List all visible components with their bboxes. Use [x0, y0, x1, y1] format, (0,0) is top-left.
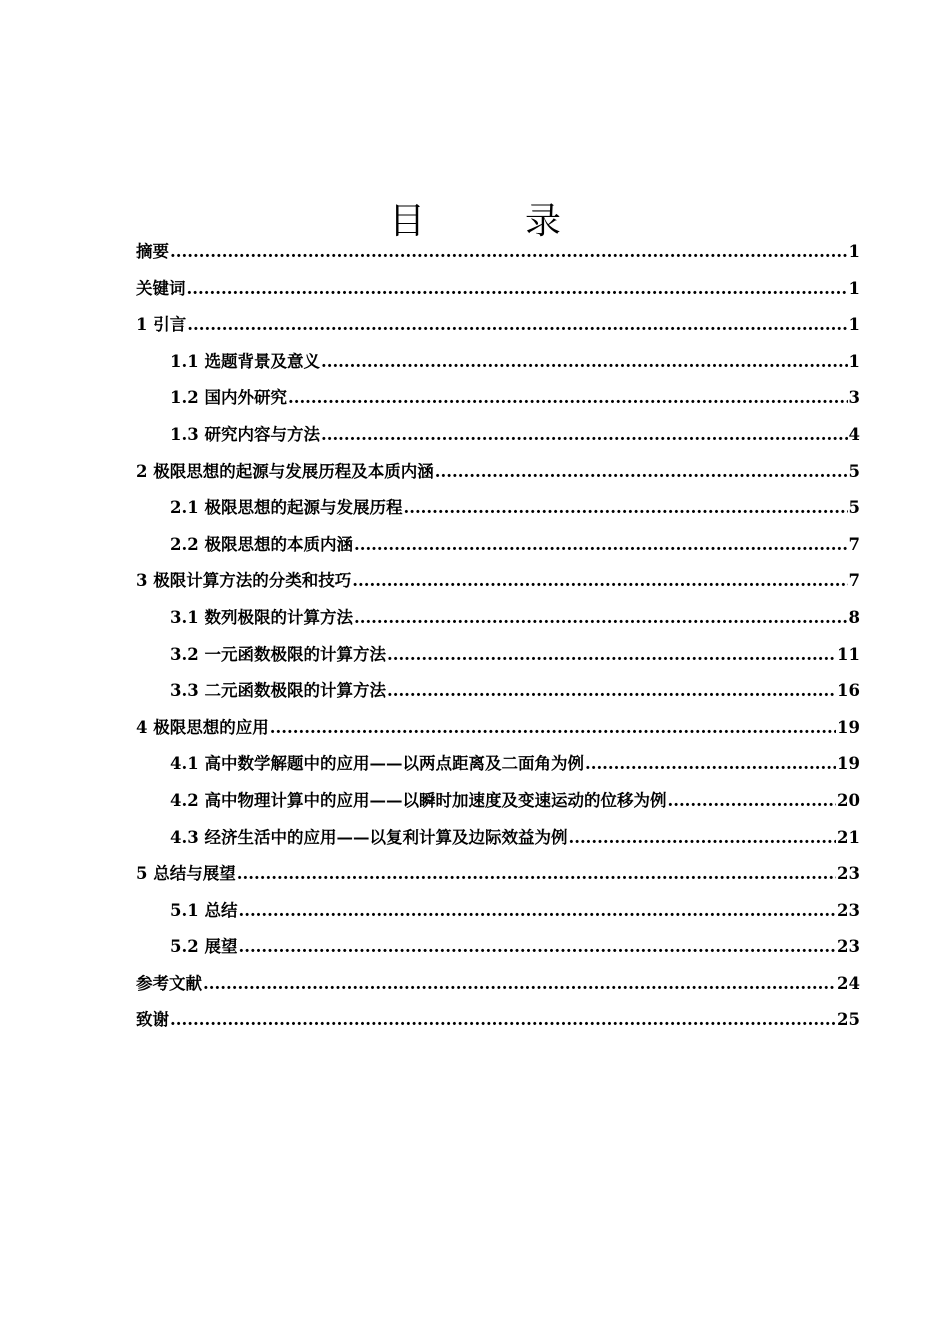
toc-leader-dots [354, 527, 848, 564]
toc-entry-label: 3.1 数列极限的计算方法 [170, 607, 353, 627]
toc-leader-dots [387, 673, 836, 710]
toc-entry[interactable] [136, 600, 860, 637]
toc-entry[interactable] [136, 710, 860, 747]
toc-entry[interactable] [136, 1002, 860, 1039]
toc-entry[interactable] [136, 527, 860, 564]
toc-entry-page-number: 1 [848, 278, 860, 298]
toc-leader-dots [238, 893, 836, 930]
toc-entry-page-number: 4 [848, 424, 860, 444]
toc-entry-page-number: 19 [837, 717, 860, 737]
toc-entry-page-number: 7 [848, 571, 860, 591]
toc-entry[interactable] [136, 344, 860, 381]
toc-leader-dots [170, 1002, 836, 1039]
toc-entry[interactable] [136, 783, 860, 820]
toc-entry-page-number: 25 [837, 1010, 860, 1030]
toc-entry-label: 2.1 极限思想的起源与发展历程 [170, 498, 403, 518]
toc-entry[interactable] [136, 856, 860, 893]
toc-entry-label: 4.2 高中物理计算中的应用——以瞬时加速度及变速运动的位移为例 [170, 790, 667, 810]
toc-leader-dots [354, 600, 848, 637]
toc-entry[interactable] [136, 234, 860, 271]
toc-entry-label: 2.2 极限思想的本质内涵 [170, 534, 353, 554]
toc-leader-dots [170, 234, 848, 271]
toc-entry-page-number: 24 [837, 973, 860, 993]
toc-entry[interactable] [136, 417, 860, 454]
toc-entry-label: 5.1 总结 [170, 900, 238, 920]
toc-entry-label: 5 总结与展望 [136, 864, 236, 884]
toc-entry-label: 3 极限计算方法的分类和技巧 [136, 571, 352, 591]
toc-leader-dots [321, 344, 848, 381]
toc-entry[interactable] [136, 380, 860, 417]
toc-entry-label: 参考文献 [136, 973, 202, 993]
toc-entry-page-number: 3 [848, 388, 860, 408]
toc-entry-page-number: 23 [837, 900, 860, 920]
toc-entry-label: 1.2 国内外研究 [170, 388, 287, 408]
toc-entry[interactable] [136, 820, 860, 857]
toc-leader-dots [352, 563, 847, 600]
toc-entry[interactable] [136, 893, 860, 930]
toc-leader-dots [237, 856, 836, 893]
toc-entry-label: 5.2 展望 [170, 937, 238, 957]
toc-entry[interactable] [136, 746, 860, 783]
toc-leader-dots [568, 820, 836, 857]
toc-entry-page-number: 7 [848, 534, 860, 554]
toc-list [136, 234, 860, 1039]
toc-entry-label: 致谢 [136, 1010, 169, 1030]
toc-entry-page-number: 5 [848, 498, 860, 518]
toc-leader-dots [321, 417, 848, 454]
toc-title: 目 录 [388, 201, 593, 243]
toc-entry[interactable] [136, 673, 860, 710]
toc-leader-dots [667, 783, 836, 820]
toc-leader-dots [238, 929, 836, 966]
toc-entry-page-number: 5 [848, 461, 860, 481]
toc-leader-dots [387, 637, 836, 674]
toc-entry-label: 1.1 选题背景及意义 [170, 351, 320, 371]
toc-entry-page-number: 20 [837, 790, 860, 810]
toc-entry-page-number: 23 [837, 937, 860, 957]
toc-leader-dots [435, 454, 848, 491]
toc-entry[interactable] [136, 454, 860, 491]
toc-entry-label: 关键词 [136, 278, 186, 298]
toc-entry-label: 4 极限思想的应用 [136, 717, 269, 737]
toc-entry[interactable] [136, 637, 860, 674]
toc-entry-page-number: 19 [837, 754, 860, 774]
toc-entry[interactable] [136, 929, 860, 966]
toc-entry-page-number: 11 [837, 644, 860, 664]
toc-entry-label: 摘要 [136, 242, 169, 261]
toc-entry-page-number: 23 [837, 864, 860, 884]
toc-entry[interactable] [136, 563, 860, 600]
toc-leader-dots [585, 746, 836, 783]
toc-entry-page-number: 1 [848, 315, 860, 335]
toc-entry[interactable] [136, 490, 860, 527]
toc-entry-label: 4.1 高中数学解题中的应用——以两点距离及二面角为例 [170, 754, 584, 774]
toc-entry-label: 3.2 一元函数极限的计算方法 [170, 644, 386, 664]
toc-entry-label: 3.3 二元函数极限的计算方法 [170, 681, 386, 701]
toc-entry[interactable] [136, 271, 860, 308]
toc-leader-dots [270, 710, 836, 747]
toc-entry-page-number: 1 [848, 242, 860, 261]
toc-leader-dots [187, 307, 847, 344]
toc-leader-dots [403, 490, 847, 527]
toc-entry-label: 4.3 经济生活中的应用——以复利计算及边际效益为例 [170, 827, 568, 847]
toc-entry-page-number: 8 [848, 607, 860, 627]
toc-entry[interactable] [136, 966, 860, 1003]
toc-entry-page-number: 16 [837, 681, 860, 701]
toc-entry-label: 2 极限思想的起源与发展历程及本质内涵 [136, 461, 434, 481]
toc-leader-dots [288, 380, 848, 417]
toc-entry-page-number: 21 [837, 827, 860, 847]
toc-entry-page-number: 1 [848, 351, 860, 371]
toc-entry[interactable] [136, 307, 860, 344]
toc-entry-label: 1 引言 [136, 315, 187, 335]
toc-leader-dots [203, 966, 836, 1003]
toc-entry-label: 1.3 研究内容与方法 [170, 424, 320, 444]
toc-leader-dots [187, 271, 848, 308]
